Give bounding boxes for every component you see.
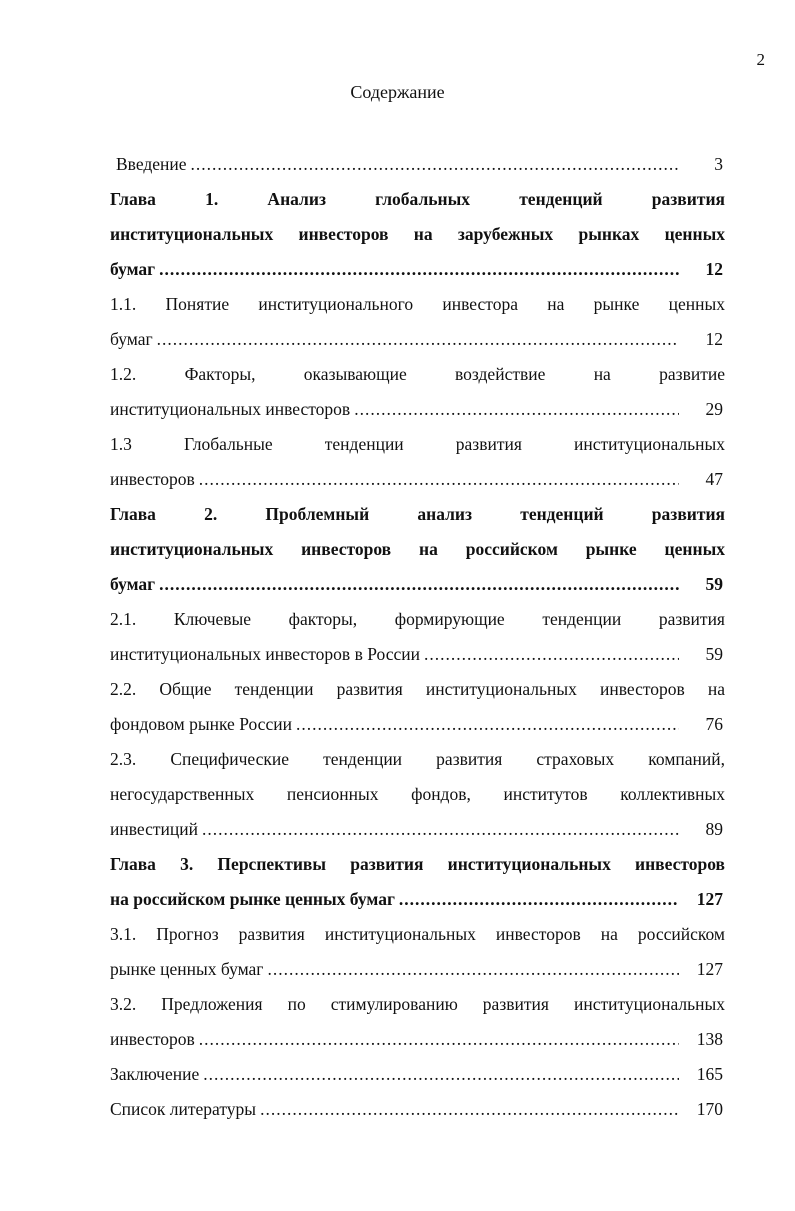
- toc-entry-text: инвесторов: [110, 1029, 195, 1049]
- toc-entry-line: Глава 1. Анализ глобальных тенденций развития: [110, 189, 725, 209]
- toc-entry[interactable]: [110, 427, 725, 497]
- page-title: Содержание: [350, 82, 445, 102]
- toc-page-number: 3: [714, 154, 723, 174]
- toc-entry-line: институциональных инвесторов на зарубежных рынках ценных: [110, 224, 725, 244]
- dot-leader: [424, 637, 679, 672]
- toc-entry[interactable]: [110, 1092, 725, 1127]
- dot-leader: [159, 567, 679, 602]
- toc-entry-line: 1.2. Факторы, оказывающие воздействие на развитие: [110, 364, 725, 384]
- table-of-contents: [110, 147, 725, 1127]
- dot-leader: [199, 462, 679, 497]
- toc-entry[interactable]: [110, 847, 725, 917]
- dot-leader: [202, 812, 679, 847]
- toc-entry-text: бумаг: [110, 574, 156, 594]
- dot-leader: [159, 252, 679, 287]
- dot-leader: [191, 147, 679, 182]
- toc-entry-line: 2.3. Специфические тенденции развития страховых компаний,: [110, 749, 725, 769]
- dot-leader: [199, 1022, 679, 1057]
- dot-leader: [203, 1057, 679, 1092]
- dot-leader: [267, 952, 679, 987]
- toc-entry[interactable]: [110, 672, 725, 742]
- toc-page-number: 59: [705, 574, 723, 594]
- toc-entry-line: 1.1. Понятие институционального инвестора на рынке ценных: [110, 294, 725, 314]
- toc-entry[interactable]: [110, 987, 725, 1057]
- toc-entry-line: 2.1. Ключевые факторы, формирующие тенденции развития: [110, 609, 725, 629]
- toc-page-number: 138: [696, 1029, 723, 1049]
- toc-entry-line: 3.1. Прогноз развития институциональных инвесторов на российском: [110, 924, 725, 944]
- toc-entry[interactable]: [110, 287, 725, 357]
- toc-entry-line: Глава 2. Проблемный анализ тенденций развития: [110, 504, 725, 524]
- toc-page-number: 76: [705, 714, 723, 734]
- toc-page-number: 170: [696, 1099, 723, 1119]
- toc-entry[interactable]: [110, 357, 725, 427]
- toc-entry[interactable]: [110, 497, 725, 602]
- page-number: 2: [756, 50, 765, 69]
- dot-leader: [399, 882, 679, 917]
- toc-entry[interactable]: [110, 917, 725, 987]
- toc-entry-line: Глава 3. Перспективы развития институциональных инвесторов: [110, 854, 725, 874]
- toc-page-number: 12: [705, 329, 723, 349]
- toc-entry[interactable]: [110, 182, 725, 287]
- toc-page-number: 12: [705, 259, 723, 279]
- toc-page-number: 59: [705, 644, 723, 664]
- dot-leader: [354, 392, 679, 427]
- toc-entry-text: Заключение: [110, 1064, 200, 1084]
- toc-page-number: 89: [705, 819, 723, 839]
- toc-entry-line: 1.3 Глобальные тенденции развития институциональных: [110, 434, 725, 454]
- toc-entry-line: 2.2. Общие тенденции развития институциональных инвесторов на: [110, 679, 725, 699]
- toc-entry-line: 3.2. Предложения по стимулированию развития институциональных: [110, 994, 725, 1014]
- toc-entry-text: фондовом рынке России: [110, 714, 292, 734]
- toc-entry-text: Список литературы: [110, 1099, 257, 1119]
- dot-leader: [296, 707, 679, 742]
- toc-entry[interactable]: [110, 602, 725, 672]
- toc-entry-line: институциональных инвесторов на российском рынке ценных: [110, 539, 725, 559]
- toc-entry[interactable]: [110, 147, 725, 182]
- dot-leader: [157, 322, 679, 357]
- dot-leader: [260, 1092, 679, 1127]
- toc-entry-text: бумаг: [110, 259, 156, 279]
- toc-entry[interactable]: [110, 742, 725, 847]
- toc-page-number: 127: [696, 959, 723, 979]
- toc-entry-text: инвесторов: [110, 469, 195, 489]
- toc-entry-line: негосударственных пенсионных фондов, институтов коллективных: [110, 784, 725, 804]
- toc-entry-text: на российском рынке ценных бумаг: [110, 889, 395, 909]
- toc-page-number: 47: [705, 469, 723, 489]
- toc-entry-text: институциональных инвесторов в России: [110, 644, 420, 664]
- toc-entry-text: институциональных инвесторов: [110, 399, 351, 419]
- toc-page-number: 29: [705, 399, 723, 419]
- toc-entry-text: инвестиций: [110, 819, 198, 839]
- toc-entry-text: рынке ценных бумаг: [110, 959, 264, 979]
- toc-page-number: 165: [696, 1064, 723, 1084]
- toc-entry-text: бумаг: [110, 329, 153, 349]
- toc-entry-text: Введение: [116, 154, 187, 174]
- toc-page-number: 127: [696, 889, 723, 909]
- toc-entry[interactable]: [110, 1057, 725, 1092]
